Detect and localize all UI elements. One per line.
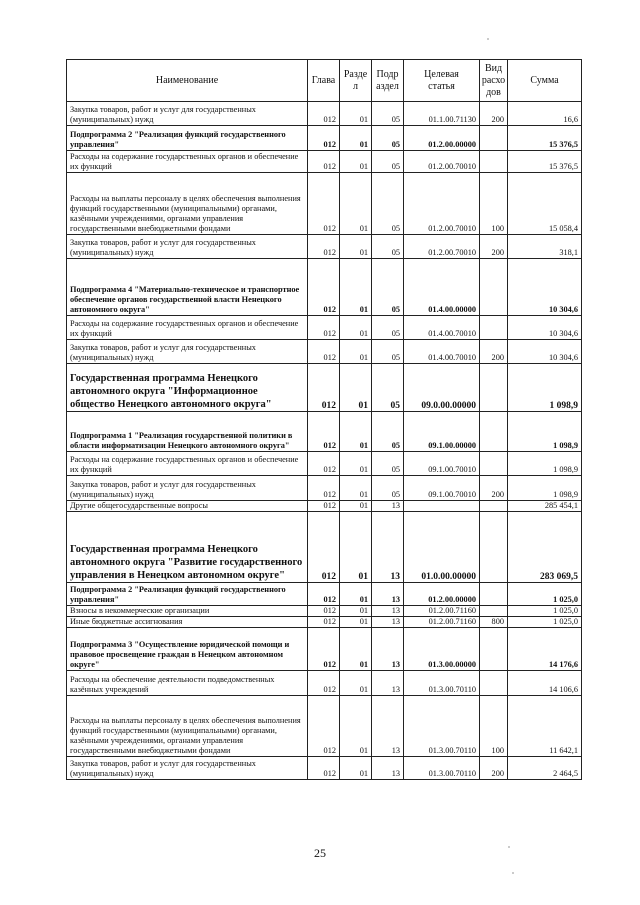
cell-summa: 318,1 xyxy=(508,235,582,259)
cell-vid xyxy=(480,151,508,173)
cell-razdel: 01 xyxy=(340,316,372,340)
cell-name: Подпрограмма 2 "Реализация функций государственного управления" xyxy=(67,583,308,606)
cell-name: Расходы на обеспечение деятельности подведомственных казённых учреждений xyxy=(67,671,308,696)
cell-summa: 1 098,9 xyxy=(508,412,582,452)
cell-podrazdel: 13 xyxy=(372,628,404,671)
cell-summa: 10 304,6 xyxy=(508,340,582,364)
cell-summa: 14 106,6 xyxy=(508,671,582,696)
table-row xyxy=(67,628,582,671)
cell-name: Расходы на содержание государственных органов и обеспечение их функций xyxy=(67,316,308,340)
cell-vid xyxy=(480,628,508,671)
cell-vid: 200 xyxy=(480,757,508,780)
cell-vid xyxy=(480,671,508,696)
cell-podrazdel: 05 xyxy=(372,102,404,126)
cell-celevaya: 01.2.00.71160 xyxy=(404,617,480,628)
cell-razdel: 01 xyxy=(340,671,372,696)
cell-podrazdel: 05 xyxy=(372,364,404,412)
cell-glava: 012 xyxy=(308,126,340,151)
cell-razdel: 01 xyxy=(340,583,372,606)
cell-vid: 200 xyxy=(480,102,508,126)
cell-celevaya: 01.2.00.71160 xyxy=(404,606,480,617)
cell-razdel: 01 xyxy=(340,412,372,452)
cell-celevaya: 01.0.00.00000 xyxy=(404,512,480,583)
cell-name: Подпрограмма 3 "Осуществление юридической помощи и правовое просвещение граждан в Ненецком автономном округе" xyxy=(67,628,308,671)
header-podrazdel: Подр аздел xyxy=(372,60,404,102)
cell-podrazdel: 05 xyxy=(372,151,404,173)
cell-summa: 14 176,6 xyxy=(508,628,582,671)
cell-podrazdel: 05 xyxy=(372,126,404,151)
cell-summa: 15 376,5 xyxy=(508,126,582,151)
cell-celevaya: 01.2.00.70010 xyxy=(404,173,480,235)
cell-name: Подпрограмма 4 "Материально-техническое и транспортное обеспечение органов государственной власти Ненецкого автономного округа" xyxy=(67,259,308,316)
cell-podrazdel: 13 xyxy=(372,512,404,583)
cell-vid xyxy=(480,501,508,512)
cell-summa: 285 454,1 xyxy=(508,501,582,512)
cell-glava: 012 xyxy=(308,671,340,696)
header-glava: Глава xyxy=(308,60,340,102)
cell-glava: 012 xyxy=(308,617,340,628)
table-row xyxy=(67,259,582,316)
cell-celevaya xyxy=(404,501,480,512)
cell-celevaya: 01.1.00.71130 xyxy=(404,102,480,126)
table-row xyxy=(67,235,582,259)
cell-podrazdel: 13 xyxy=(372,617,404,628)
page-number: 25 xyxy=(314,846,326,860)
cell-summa: 10 304,6 xyxy=(508,316,582,340)
cell-razdel: 01 xyxy=(340,452,372,476)
cell-summa: 15 376,5 xyxy=(508,151,582,173)
table-row xyxy=(67,476,582,501)
table-row xyxy=(67,364,582,412)
cell-razdel: 01 xyxy=(340,512,372,583)
table-row xyxy=(67,173,582,235)
cell-celevaya: 09.1.00.70010 xyxy=(404,452,480,476)
cell-vid xyxy=(480,512,508,583)
table-row xyxy=(67,340,582,364)
cell-name: Расходы на содержание государственных органов и обеспечение их функций xyxy=(67,151,308,173)
cell-podrazdel: 05 xyxy=(372,452,404,476)
cell-celevaya: 01.4.00.00000 xyxy=(404,259,480,316)
table-row xyxy=(67,606,582,617)
cell-celevaya: 01.3.00.70110 xyxy=(404,696,480,757)
table-row xyxy=(67,316,582,340)
cell-name: Расходы на содержание государственных органов и обеспечение их функций xyxy=(67,452,308,476)
cell-vid: 200 xyxy=(480,476,508,501)
cell-razdel: 01 xyxy=(340,102,372,126)
cell-podrazdel: 05 xyxy=(372,316,404,340)
cell-name: Расходы на выплаты персоналу в целях обеспечения выполнения функций государственными (муниципальными) органами, казёнными учреждениями, органами управления государственными внебюджетными фондами xyxy=(67,173,308,235)
cell-glava: 012 xyxy=(308,628,340,671)
cell-razdel: 01 xyxy=(340,235,372,259)
cell-razdel: 01 xyxy=(340,173,372,235)
cell-podrazdel: 05 xyxy=(372,235,404,259)
table-row xyxy=(67,102,582,126)
header-vid: Вид расхо дов xyxy=(480,60,508,102)
cell-podrazdel: 13 xyxy=(372,606,404,617)
cell-glava: 012 xyxy=(308,606,340,617)
cell-razdel: 01 xyxy=(340,606,372,617)
cell-podrazdel: 05 xyxy=(372,340,404,364)
scan-speck xyxy=(512,872,514,874)
cell-glava: 012 xyxy=(308,412,340,452)
cell-celevaya: 01.2.00.00000 xyxy=(404,126,480,151)
cell-name: Взносы в некоммерческие организации xyxy=(67,606,308,617)
table-row xyxy=(67,501,582,512)
table-row xyxy=(67,412,582,452)
budget-table xyxy=(66,59,582,780)
cell-razdel: 01 xyxy=(340,696,372,757)
cell-celevaya: 09.1.00.70010 xyxy=(404,476,480,501)
cell-razdel: 01 xyxy=(340,151,372,173)
cell-summa: 16,6 xyxy=(508,102,582,126)
cell-celevaya: 01.2.00.70010 xyxy=(404,151,480,173)
scan-speck xyxy=(487,38,489,40)
cell-celevaya: 01.3.00.70110 xyxy=(404,671,480,696)
table-row xyxy=(67,583,582,606)
cell-name: Закупка товаров, работ и услуг для государственных (муниципальных) нужд xyxy=(67,102,308,126)
cell-summa: 2 464,5 xyxy=(508,757,582,780)
table-row xyxy=(67,671,582,696)
cell-name: Подпрограмма 1 "Реализация государственной политики в области информатизации Ненецкого автономного округа" xyxy=(67,412,308,452)
header-name: Наименование xyxy=(67,60,308,102)
cell-glava: 012 xyxy=(308,696,340,757)
cell-razdel: 01 xyxy=(340,126,372,151)
scan-speck xyxy=(508,846,510,848)
cell-razdel: 01 xyxy=(340,476,372,501)
cell-glava: 012 xyxy=(308,452,340,476)
cell-podrazdel: 13 xyxy=(372,671,404,696)
cell-summa: 1 098,9 xyxy=(508,452,582,476)
cell-glava: 012 xyxy=(308,259,340,316)
cell-name: Другие общегосударственные вопросы xyxy=(67,501,308,512)
cell-glava: 012 xyxy=(308,235,340,259)
cell-name: Иные бюджетные ассигнования xyxy=(67,617,308,628)
cell-glava: 012 xyxy=(308,173,340,235)
cell-vid: 100 xyxy=(480,173,508,235)
cell-glava: 012 xyxy=(308,512,340,583)
cell-vid xyxy=(480,583,508,606)
cell-glava: 012 xyxy=(308,316,340,340)
cell-vid: 200 xyxy=(480,340,508,364)
cell-glava: 012 xyxy=(308,340,340,364)
cell-vid xyxy=(480,126,508,151)
cell-razdel: 01 xyxy=(340,501,372,512)
cell-summa: 283 069,5 xyxy=(508,512,582,583)
cell-summa: 1 098,9 xyxy=(508,364,582,412)
cell-name: Закупка товаров, работ и услуг для государственных (муниципальных) нужд xyxy=(67,235,308,259)
table-row xyxy=(67,151,582,173)
cell-podrazdel: 05 xyxy=(372,476,404,501)
cell-podrazdel: 13 xyxy=(372,696,404,757)
header-celevaya: Целевая статья xyxy=(404,60,480,102)
cell-podrazdel: 13 xyxy=(372,501,404,512)
cell-razdel: 01 xyxy=(340,340,372,364)
cell-vid: 800 xyxy=(480,617,508,628)
cell-summa: 10 304,6 xyxy=(508,259,582,316)
cell-glava: 012 xyxy=(308,102,340,126)
cell-razdel: 01 xyxy=(340,259,372,316)
table-row xyxy=(67,512,582,583)
cell-glava: 012 xyxy=(308,583,340,606)
cell-podrazdel: 13 xyxy=(372,757,404,780)
budget-table-sheet xyxy=(66,59,581,780)
cell-vid xyxy=(480,606,508,617)
cell-vid xyxy=(480,452,508,476)
cell-celevaya: 09.1.00.00000 xyxy=(404,412,480,452)
cell-razdel: 01 xyxy=(340,364,372,412)
cell-summa: 15 058,4 xyxy=(508,173,582,235)
table-header-row xyxy=(67,60,582,102)
cell-razdel: 01 xyxy=(340,757,372,780)
table-row xyxy=(67,617,582,628)
cell-summa: 11 642,1 xyxy=(508,696,582,757)
cell-celevaya: 01.2.00.70010 xyxy=(404,235,480,259)
table-row xyxy=(67,452,582,476)
cell-vid xyxy=(480,316,508,340)
cell-name: Подпрограмма 2 "Реализация функций государственного управления" xyxy=(67,126,308,151)
cell-razdel: 01 xyxy=(340,617,372,628)
cell-glava: 012 xyxy=(308,364,340,412)
cell-razdel: 01 xyxy=(340,628,372,671)
cell-summa: 1 098,9 xyxy=(508,476,582,501)
cell-name: Закупка товаров, работ и услуг для государственных (муниципальных) нужд xyxy=(67,476,308,501)
cell-name: Закупка товаров, работ и услуг для государственных (муниципальных) нужд xyxy=(67,757,308,780)
cell-glava: 012 xyxy=(308,501,340,512)
cell-celevaya: 01.2.00.00000 xyxy=(404,583,480,606)
cell-name: Государственная программа Ненецкого автономного округа "Информационное общество Ненецкого автономного округа" xyxy=(67,364,308,412)
cell-glava: 012 xyxy=(308,476,340,501)
table-row xyxy=(67,696,582,757)
cell-podrazdel: 13 xyxy=(372,583,404,606)
cell-summa: 1 025,0 xyxy=(508,617,582,628)
cell-celevaya: 01.3.00.00000 xyxy=(404,628,480,671)
cell-vid xyxy=(480,412,508,452)
table-body xyxy=(67,102,582,780)
table-row xyxy=(67,126,582,151)
cell-name: Государственная программа Ненецкого автономного округа "Развитие государственного управления в Ненецком автономном округе" xyxy=(67,512,308,583)
cell-summa: 1 025,0 xyxy=(508,606,582,617)
cell-celevaya: 09.0.00.00000 xyxy=(404,364,480,412)
cell-celevaya: 01.4.00.70010 xyxy=(404,316,480,340)
cell-glava: 012 xyxy=(308,151,340,173)
cell-celevaya: 01.3.00.70110 xyxy=(404,757,480,780)
cell-vid xyxy=(480,364,508,412)
cell-summa: 1 025,0 xyxy=(508,583,582,606)
cell-podrazdel: 05 xyxy=(372,173,404,235)
cell-vid: 100 xyxy=(480,696,508,757)
cell-celevaya: 01.4.00.70010 xyxy=(404,340,480,364)
cell-vid xyxy=(480,259,508,316)
cell-glava: 012 xyxy=(308,757,340,780)
cell-podrazdel: 05 xyxy=(372,259,404,316)
cell-vid: 200 xyxy=(480,235,508,259)
header-summa: Сумма xyxy=(508,60,582,102)
cell-name: Закупка товаров, работ и услуг для государственных (муниципальных) нужд xyxy=(67,340,308,364)
header-razdel: Разде л xyxy=(340,60,372,102)
cell-name: Расходы на выплаты персоналу в целях обеспечения выполнения функций государственными (муниципальными) органами, казёнными учреждениями, органами управления государственными внебюджетными фондами xyxy=(67,696,308,757)
table-row xyxy=(67,757,582,780)
cell-podrazdel: 05 xyxy=(372,412,404,452)
